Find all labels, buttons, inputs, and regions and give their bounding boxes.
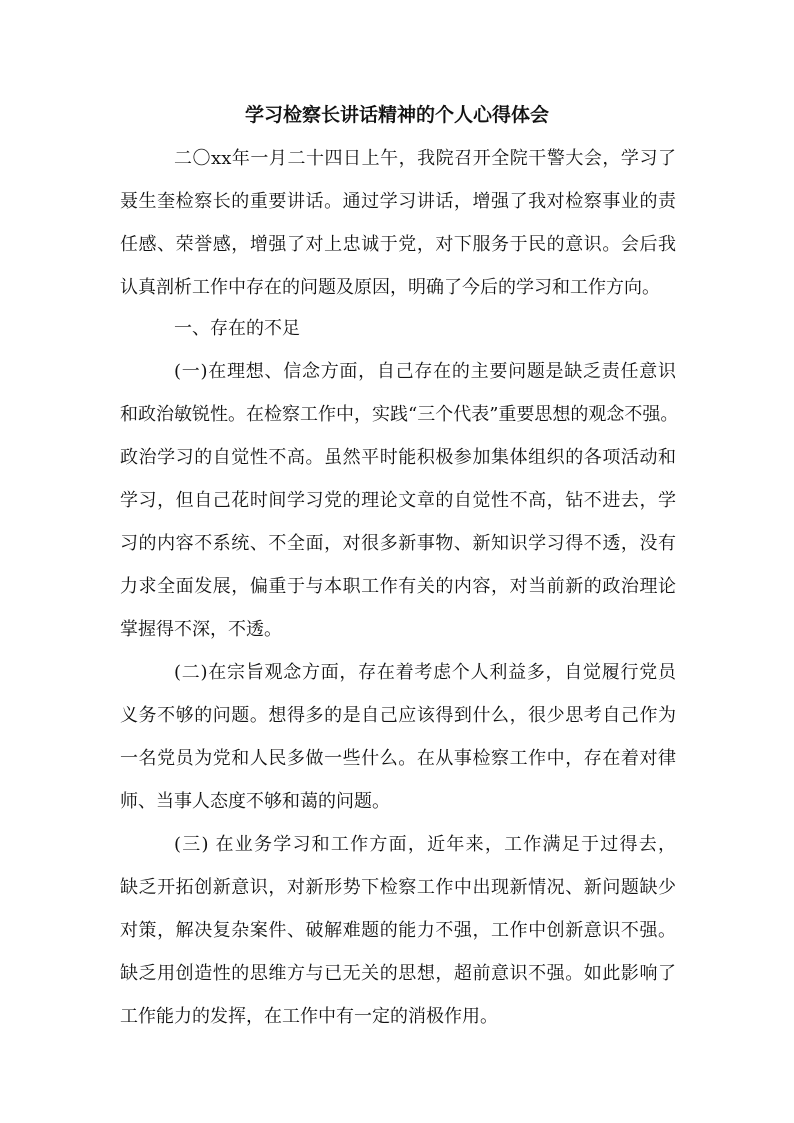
text-line: 认真剖析工作中存在的问题及原因，明确了今后的学习和工作方向。 xyxy=(120,277,660,298)
text-line: 力求全面发展，偏重于与本职工作有关的内容，对当前新的政治理论 xyxy=(120,576,676,597)
document-title: 学习检察长讲话精神的个人心得体会 xyxy=(244,104,549,126)
section-heading: 一、存在的不足 xyxy=(174,318,300,339)
text-line: 二〇xx年一月二十四日上午，我院召开全院干警大会，学习了 xyxy=(174,148,676,169)
text-line: 对策，解决复杂案件、破解难题的能力不强，工作中创新意识不强。 xyxy=(120,920,676,941)
text-line: (一)在理想、信念方面，自己存在的主要问题是缺乏责任意识 xyxy=(174,361,676,382)
text-line: (二)在宗旨观念方面，存在着考虑个人利益多，自觉履行党员 xyxy=(174,662,676,683)
text-line: 任感、荣誉感，增强了对上忠诚于党，对下服务于民的意识。会后我 xyxy=(120,234,676,255)
text-line: 学习，但自己花时间学习党的理论文章的自觉性不高，钻不进去，学 xyxy=(120,490,676,511)
text-line: 习的内容不系统、不全面，对很多新事物、新知识学习得不透，没有 xyxy=(120,533,676,554)
text-line: 一名党员为党和人民多做一些什么。在从事检察工作中，存在着对律 xyxy=(120,748,676,769)
text-line: (三) 在业务学习和工作方面，近年来，工作满足于过得去， xyxy=(174,834,676,855)
text-line: 缺乏开拓创新意识，对新形势下检察工作中出现新情况、新问题缺少 xyxy=(120,877,676,898)
text-line: 缺乏用创造性的思维方与已无关的思想，超前意识不强。如此影响了 xyxy=(120,963,676,984)
text-line: 聂生奎检察长的重要讲话。通过学习讲话，增强了我对检察事业的责 xyxy=(120,191,676,212)
text-line: 师、当事人态度不够和蔼的问题。 xyxy=(120,791,390,812)
text-line: 政治学习的自觉性不高。虽然平时能积极参加集体组织的各项活动和 xyxy=(120,447,676,468)
text-line: 掌握得不深，不透。 xyxy=(120,619,282,640)
text-line: 义务不够的问题。想得多的是自己应该得到什么，很少思考自己作为 xyxy=(120,705,676,726)
text-line: 工作能力的发挥，在工作中有一定的消极作用。 xyxy=(120,1006,498,1027)
text-line: 和政治敏锐性。在检察工作中，实践“三个代表”重要思想的观念不强。 xyxy=(120,404,679,425)
